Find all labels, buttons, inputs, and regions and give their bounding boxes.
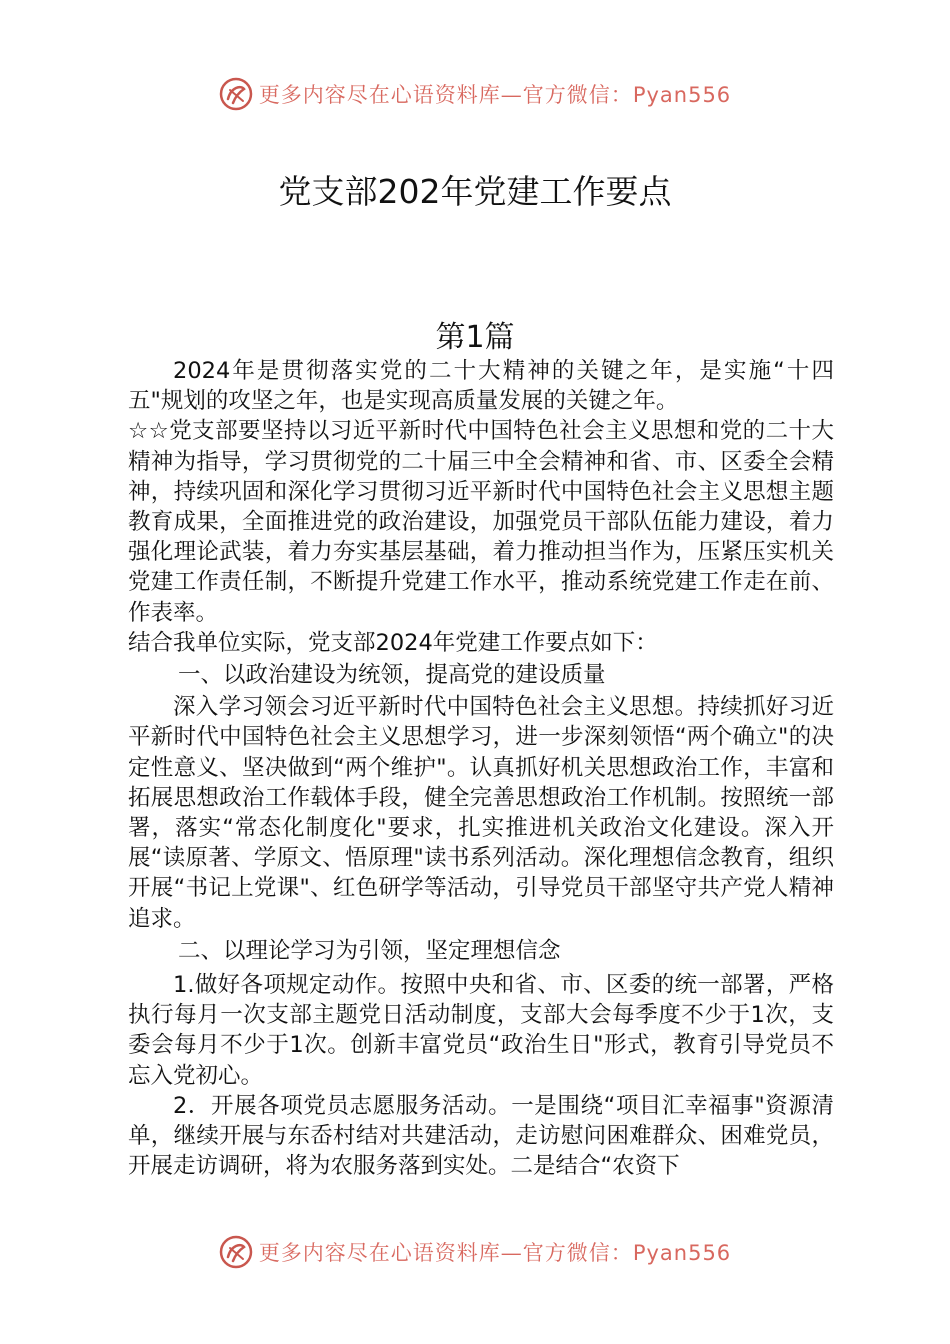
document-title: 党支部202年党建工作要点 bbox=[278, 172, 672, 211]
paragraph: ☆☆党支部要坚持以习近平新时代中国特色社会主义思想和党的二十大精神为指导，学习贯彻党的二十届三中全会精神和省、市、区委全会精神，持续巩固和深化学习贯彻习近平新时代中国特色社会主义思想主题教育成果，全面推进党的政治建设，加强党员干部队伍能力建设，着力强化理论武装，着力夯实基层基础，着力推动担当作为，压紧压实机关党建工作责任制，不断提升党建工作水平，推动系统党建工作走在前、作表率。 bbox=[128, 418, 834, 626]
paragraph: 1.做好各项规定动作。按照中央和省、市、区委的统一部署，严格执行每月一次支部主题党日活动制度，支部大会每季度不少于1次，支委会每月不少于1次。创新丰富党员“政治生日"形式，教育引导党员不忘入党初心。 bbox=[128, 972, 834, 1089]
document-body bbox=[128, 356, 834, 1181]
paragraph: 2024年是贯彻落实党的二十大精神的关键之年，是实施“十四五"规划的攻坚之年，也是实现高质量发展的关键之年。 bbox=[128, 358, 834, 415]
paragraph: 2．开展各项党员志愿服务活动。一是围绕“项目汇幸福事"资源清单，继续开展与东岙村结对共建活动，走访慰问困难群众、困难党员，开展走访调研，将为农服务落到实处。二是结合“农资下 bbox=[128, 1092, 834, 1180]
paragraph: 结合我单位实际，党支部2024年党建工作要点如下： bbox=[128, 629, 658, 656]
banner-text: 更多内容尽在心语资料库—官方微信：Pyan556 bbox=[258, 1241, 732, 1265]
footer-banner bbox=[0, 1232, 950, 1272]
wechat-id: Pyan556 bbox=[632, 1241, 732, 1265]
section-heading: 一、以政治建设为统领，提高党的建设质量 bbox=[178, 662, 606, 689]
wechat-id: Pyan556 bbox=[632, 83, 732, 107]
paragraph: 深入学习领会习近平新时代中国特色社会主义思想。持续抓好习近平新时代中国特色社会主义思想学习，进一步深刻领悟“两个确立"的决定性意义、坚决做到“两个维护"。认真抓好机关思想政治工作，丰富和拓展思想政治工作载体手段，健全完善思想政治工作机制。按照统一部署，落实“常态化制度化"要求，扎实推进机关政治文化建设。深入开展“读原著、学原文、悟原理"读书系列活动。深化理想信念教育，组织开展“书记上党课"、红色研学等活动，引导党员干部坚守共产党人精神追求。 bbox=[128, 694, 834, 932]
banner-text: 更多内容尽在心语资料库—官方微信：Pyan556 bbox=[258, 83, 732, 107]
seal-logo-icon bbox=[219, 1235, 253, 1269]
section-heading: 二、以理论学习为引领，坚定理想信念 bbox=[178, 937, 561, 964]
header-banner bbox=[0, 74, 950, 114]
chapter-heading: 第1篇 bbox=[435, 320, 515, 355]
seal-logo-icon bbox=[219, 77, 253, 111]
